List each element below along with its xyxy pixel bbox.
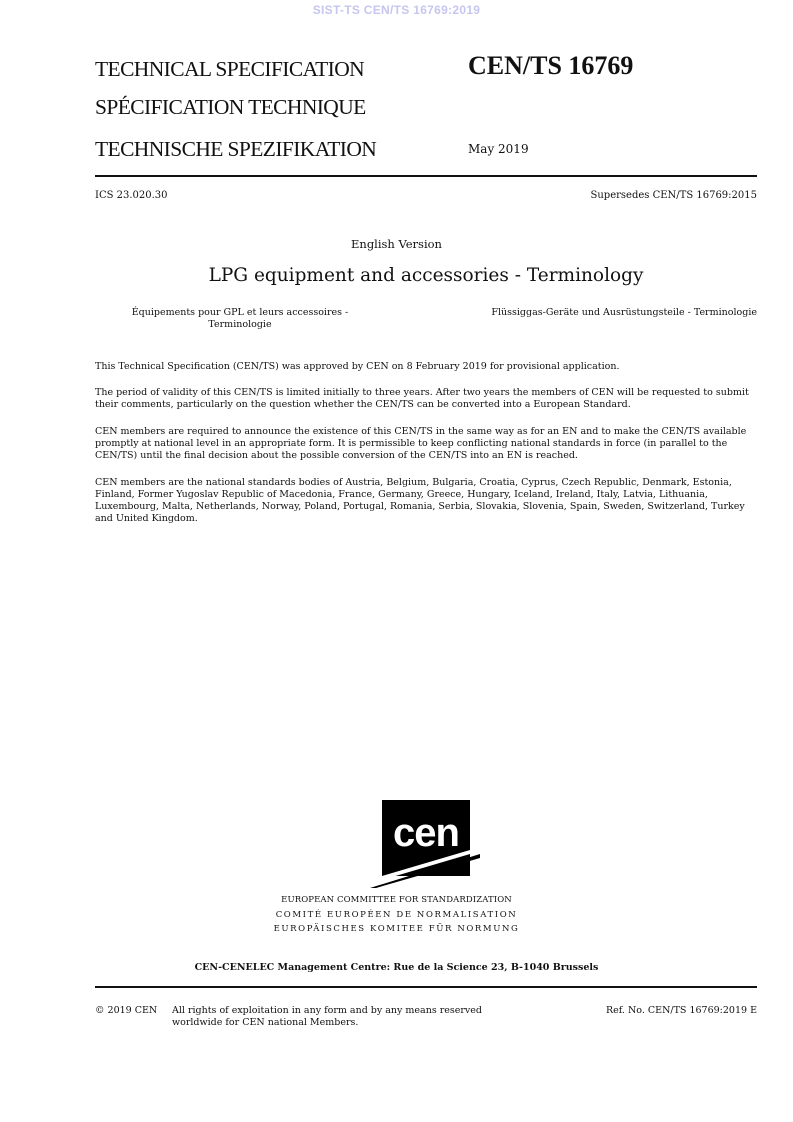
copyright: © 2019 CEN: [95, 1005, 158, 1016]
cen-logo-graphic: [370, 798, 482, 892]
doc-type-english: TECHNICAL SPECIFICATION: [95, 57, 365, 81]
members-paragraph: CEN members are the national standards bodies of Austria, Belgium, Bulgaria, Croatia, Cyprus, Czech Republic, Denmark, Estonia, Finland, Former Yugoslav Republic of Macedonia, France, Germany, Greece, Hungary, Iceland, Ireland, Italy, Latvia, Lithuania, Luxembourg, Malta, Netherlands, Norway, Poland, Portugal, Romania, Serbia, Slovakia, Slovenia, Spain, Sweden, Switzerland, Turkey and United Kingdom.: [95, 477, 745, 524]
announcement-paragraph: CEN members are required to announce the existence of this CEN/TS in the same way as for an EN and to make the CEN/TS available promptly at national level in an appropriate form. It is permissible to keep conflicting national standards in force (in parallel to the CEN/TS) until the final decision about the possible conversion of the CEN/TS into an EN is reached.: [95, 426, 747, 461]
cen-logo: [370, 798, 482, 892]
cen-logo-text: cen: [393, 811, 459, 855]
version-label: English Version: [351, 237, 442, 251]
title-french: [110, 307, 370, 331]
watermark: SIST-TS CEN/TS 16769:2019: [312, 3, 481, 17]
org-name-english: EUROPEAN COMMITTEE FOR STANDARDIZATION: [281, 895, 512, 905]
footer-divider: [95, 986, 757, 988]
rights-line2: worldwide for CEN national Members.: [172, 1017, 359, 1028]
title-french-line2: Terminologie: [208, 319, 272, 330]
ics-code: ICS 23.020.30: [95, 190, 168, 201]
title-german: Flüssiggas-Geräte und Ausrüstungsteile - Terminologie: [491, 307, 757, 318]
doc-type-german: TECHNISCHE SPEZIFIKATION: [95, 137, 377, 161]
rights-statement: [172, 1005, 512, 1029]
publication-date: May 2019: [468, 142, 529, 156]
title-french-line1: Équipements pour GPL et leurs accessoires -: [131, 307, 349, 318]
header-divider: [95, 175, 757, 177]
org-name-german: EUROPÄISCHES KOMITEE FÜR NORMUNG: [273, 924, 520, 934]
org-name-french: COMITÉ EUROPÉEN DE NORMALISATION: [275, 910, 518, 920]
doc-type-french: SPÉCIFICATION TECHNIQUE: [95, 95, 366, 119]
document-title: LPG equipment and accessories - Terminology: [208, 265, 644, 286]
reference-number: Ref. No. CEN/TS 16769:2019 E: [605, 1005, 757, 1016]
validity-paragraph: The period of validity of this CEN/TS is limited initially to three years. After two years the members of CEN will be requested to submit their comments, particularly on the question whether the CEN/TS can be converted into a European Standard.: [95, 387, 749, 410]
approval-paragraph: This Technical Specification (CEN/TS) was approved by CEN on 8 February 2019 for provisional application.: [95, 361, 620, 372]
supersedes-note: Supersedes CEN/TS 16769:2015: [590, 190, 757, 201]
rights-line1: All rights of exploitation in any form and by any means reserved: [172, 1005, 483, 1016]
document-number: CEN/TS 16769: [468, 51, 634, 80]
management-centre-address: CEN-CENELEC Management Centre: Rue de la Science 23, B-1040 Brussels: [194, 962, 599, 973]
